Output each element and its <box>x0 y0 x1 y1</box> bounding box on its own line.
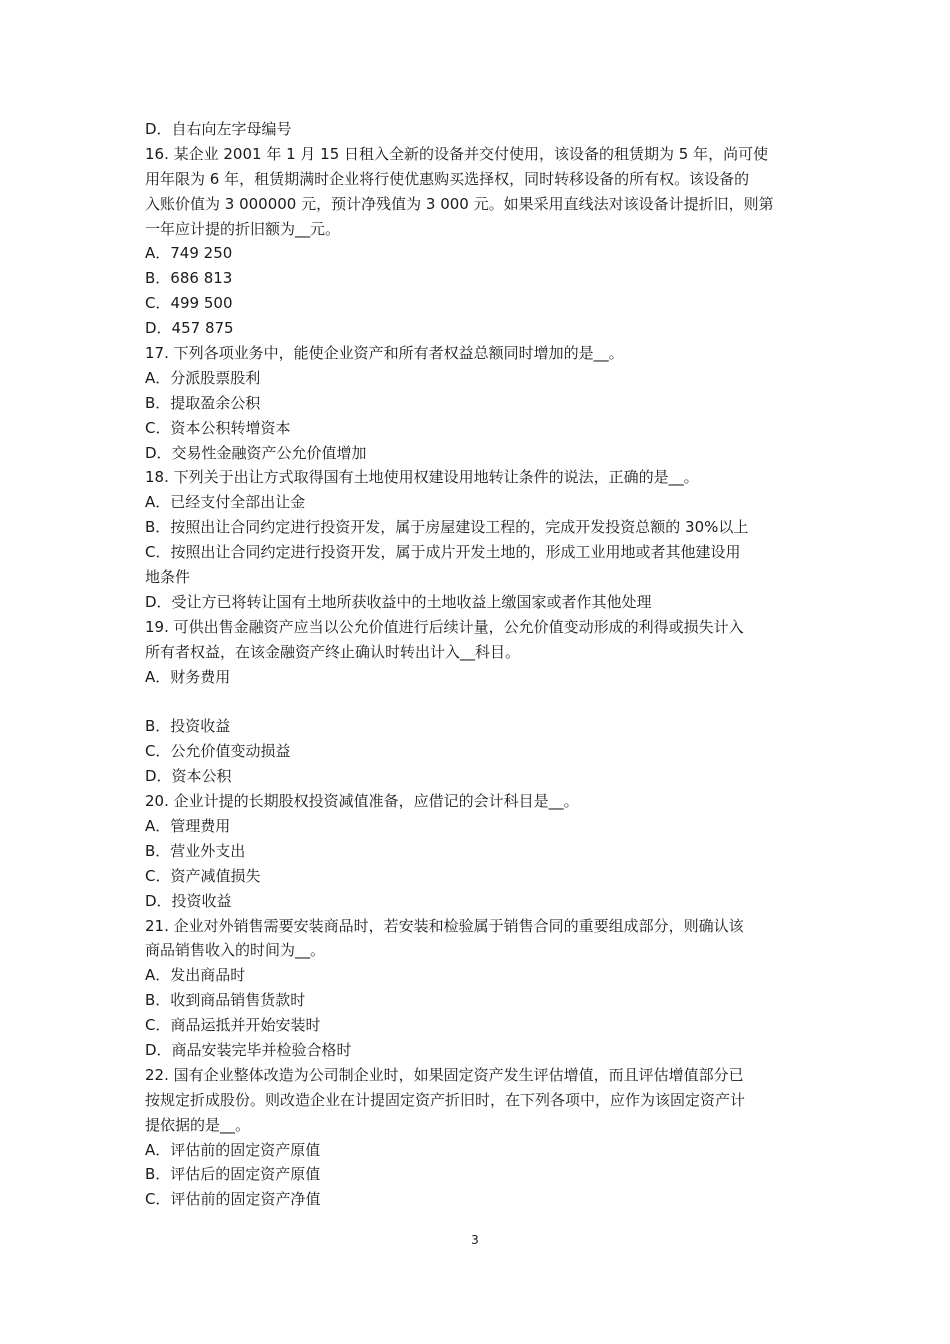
question-18-line: 18. 下列关于出让方式取得国有土地使用权建设用地转让条件的说法，正确的是__。 <box>145 468 699 487</box>
option-line: D．商品安装完毕并检验合格时 <box>145 1040 352 1059</box>
option-line: A．评估前的固定资产原值 <box>145 1140 321 1159</box>
option-line: B．提取盈余公积 <box>145 393 261 412</box>
option-line: C．资本公积转增资本 <box>145 418 291 437</box>
option-line: C．评估前的固定资产净值 <box>145 1190 321 1209</box>
question-22-line: 22. 国有企业整体改造为公司制企业时，如果固定资产发生评估增值，而且评估增值部分已 <box>145 1065 744 1084</box>
option-line: B．评估后的固定资产原值 <box>145 1165 321 1184</box>
option-line: B．686 813 <box>145 269 233 288</box>
option-line: 地条件 <box>145 568 191 587</box>
option-line: D．交易性金融资产公允价值增加 <box>145 443 367 462</box>
question-19-line: 所有者权益，在该金融资产终止确认时转出计入__科目。 <box>145 642 521 661</box>
option-line: A．管理费用 <box>145 816 231 835</box>
option-line: C．资产减值损失 <box>145 866 261 885</box>
question-16-line: 入账价值为 3 000000 元，预计净残值为 3 000 元。如果采用直线法对该设备计提折旧，则第 <box>145 194 774 213</box>
option-line: A．发出商品时 <box>145 966 246 985</box>
option-line: C．按照出让合同约定进行投资开发，属于成片开发土地的，形成工业用地或者其他建设用 <box>145 543 741 562</box>
option-line: B．收到商品销售货款时 <box>145 991 306 1010</box>
page-number: 3 <box>471 1233 479 1247</box>
question-22-line: 按规定折成股份。则改造企业在计提固定资产折旧时，在下列各项中，应作为该固定资产计 <box>145 1090 746 1109</box>
option-line: A．已经支付全部出让金 <box>145 493 306 512</box>
option-line: B．按照出让合同约定进行投资开发，属于房屋建设工程的，完成开发投资总额的 30%以上 <box>145 518 749 537</box>
question-19-line: 19. 可供出售金融资产应当以公允价值进行后续计量，公允价值变动形成的利得或损失计入 <box>145 617 744 636</box>
option-line: C．商品运抵并开始安装时 <box>145 1016 321 1035</box>
question-16-line: 用年限为 6 年，租赁期满时企业将行使优惠购买选择权，同时转移设备的所有权。该设备的 <box>145 169 750 188</box>
option-line: A．749 250 <box>145 244 233 263</box>
option-line: C．公允价值变动损益 <box>145 742 291 761</box>
option-line: A．分派股票股利 <box>145 368 261 387</box>
option-line: D．自右向左字母编号 <box>145 120 292 138</box>
question-21-line: 21. 企业对外销售需要安装商品时，若安装和检验属于销售合同的重要组成部分，则确认该 <box>145 916 744 935</box>
blank-line <box>145 689 810 714</box>
question-16-line: 16. 某企业 2001 年 1 月 15 日租入全新的设备并交付使用，该设备的租赁期为 5 年，尚可使 <box>145 144 769 163</box>
question-22-line: 提依据的是__。 <box>145 1115 251 1134</box>
option-line: A．财务费用 <box>145 667 231 686</box>
document-body <box>145 117 810 1212</box>
question-21-line: 商品销售收入的时间为__。 <box>145 941 326 960</box>
option-line: D．457 875 <box>145 319 234 338</box>
option-line: B．营业外支出 <box>145 841 246 860</box>
option-line: B．投资收益 <box>145 717 231 736</box>
option-line: D．投资收益 <box>145 891 232 910</box>
question-17-line: 17. 下列各项业务中，能使企业资产和所有者权益总额同时增加的是__。 <box>145 344 624 363</box>
question-16-line: 一年应计提的折旧额为__元。 <box>145 219 341 238</box>
question-20-line: 20. 企业计提的长期股权投资减值准备，应借记的会计科目是__。 <box>145 792 579 811</box>
option-line: D．受让方已将转让国有土地所获收益中的土地收益上缴国家或者作其他处理 <box>145 592 652 611</box>
option-line: C．499 500 <box>145 294 233 313</box>
option-line: D．资本公积 <box>145 767 232 786</box>
